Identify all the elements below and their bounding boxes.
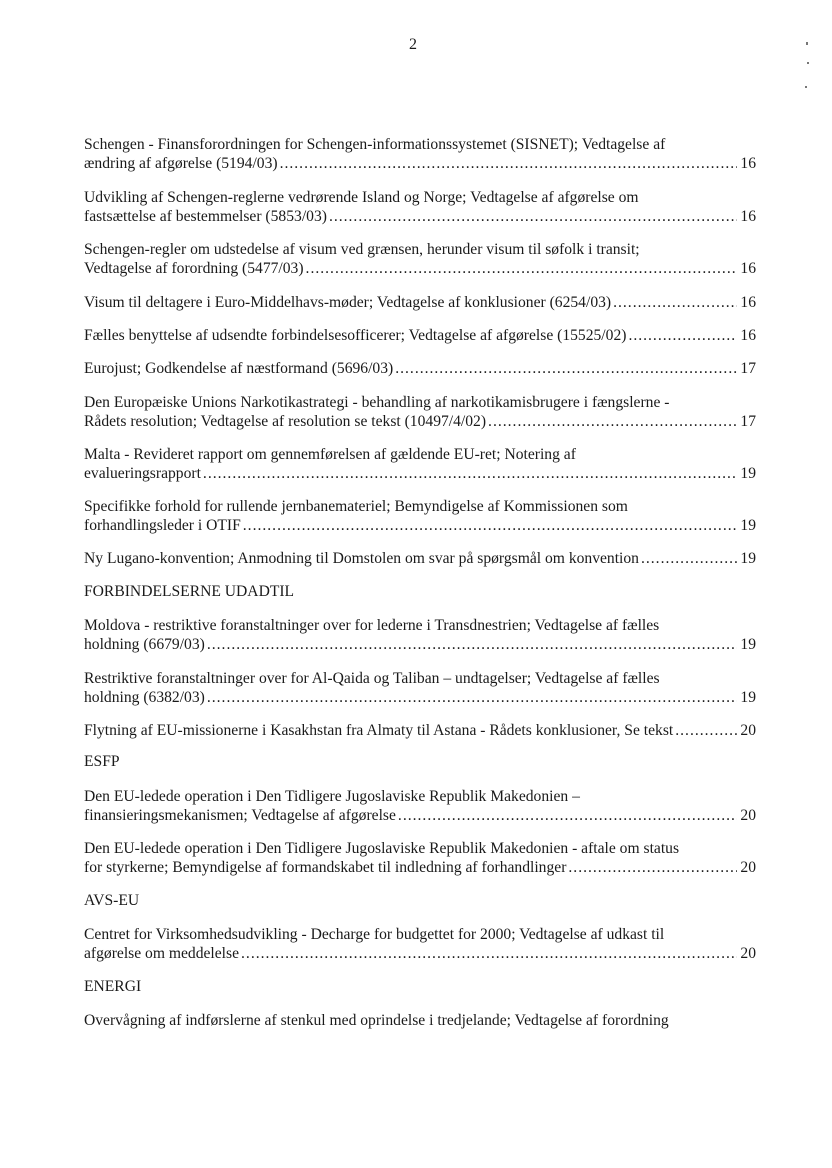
toc-page-number: 17 bbox=[740, 360, 756, 377]
toc-entry-text: Moldova - restriktive foranstaltninger over for lederne i Transdnestrien; Vedtagelse af fælles bbox=[84, 617, 660, 634]
toc-entry bbox=[84, 549, 756, 568]
toc-entry bbox=[84, 393, 756, 431]
toc-page-number: 20 bbox=[740, 859, 756, 876]
toc-entry-text: Restriktive foranstaltninger over for Al-Qaida og Taliban – undtagelser; Vedtagelse af fælles bbox=[84, 670, 660, 687]
toc-page-number: 19 bbox=[740, 689, 756, 706]
toc-entry-text: Udvikling af Schengen-reglerne vedrørende Island og Norge; Vedtagelse af afgørelse om bbox=[84, 189, 639, 206]
page-number: 2 bbox=[409, 36, 417, 53]
toc-entry bbox=[84, 240, 756, 278]
toc-entry-text: Den Europæiske Unions Narkotikastrategi - behandling af narkotikamisbrugere i fængslerne - bbox=[84, 394, 670, 411]
toc-entry-text: Rådets resolution; Vedtagelse af resolution se tekst (10497/4/02) bbox=[84, 413, 487, 430]
section-heading: ESFP bbox=[84, 753, 120, 770]
toc-entry bbox=[84, 839, 756, 877]
toc-page-number: 16 bbox=[740, 208, 756, 225]
section-heading: FORBINDELSERNE UDADTIL bbox=[84, 583, 295, 600]
toc-entry-text: Ny Lugano-konvention; Anmodning til Domstolen om svar på spørgsmål om konvention bbox=[84, 550, 639, 567]
dot-leader bbox=[568, 858, 737, 877]
toc-entry bbox=[84, 359, 756, 378]
toc-entry bbox=[84, 721, 756, 740]
toc-page-number: 16 bbox=[740, 260, 756, 277]
toc-entry bbox=[84, 787, 756, 825]
dot-leader bbox=[207, 635, 738, 654]
toc-entry-text: holdning (6382/03) bbox=[84, 689, 205, 706]
dot-leader bbox=[329, 207, 737, 226]
toc-entry bbox=[84, 669, 756, 707]
dot-leader bbox=[241, 944, 737, 963]
toc-entry-text: Specifikke forhold for rullende jernbanemateriel; Bemyndigelse af Kommissionen som bbox=[84, 498, 628, 515]
toc-entry bbox=[84, 293, 756, 312]
dot-leader bbox=[306, 259, 738, 278]
scan-speck bbox=[805, 86, 807, 88]
toc-entry bbox=[84, 445, 756, 483]
toc-page-number: 16 bbox=[740, 155, 756, 172]
toc-entry-text: Schengen - Finansforordningen for Schengen-informationssystemet (SISNET); Vedtagelse af bbox=[84, 136, 666, 153]
toc-entry-text: ændring af afgørelse (5194/03) bbox=[84, 155, 278, 172]
dot-leader bbox=[203, 464, 737, 483]
toc-page-number: 19 bbox=[740, 465, 756, 482]
section-heading: ENERGI bbox=[84, 978, 142, 995]
toc-entry bbox=[84, 188, 756, 226]
toc-entry bbox=[84, 616, 756, 654]
toc-entry bbox=[84, 326, 756, 345]
toc-entry-text: Flytning af EU-missionerne i Kasakhstan fra Almaty til Astana - Rådets konklusioner, Se tekst bbox=[84, 722, 674, 739]
toc-entry bbox=[84, 497, 756, 535]
dot-leader bbox=[675, 721, 737, 740]
dot-leader bbox=[628, 326, 737, 345]
toc-entry-text: Schengen-regler om udstedelse af visum ved grænsen, herunder visum til søfolk i transit; bbox=[84, 241, 640, 258]
dot-leader bbox=[398, 806, 737, 825]
scan-speck bbox=[806, 42, 808, 45]
toc-entry bbox=[84, 1011, 756, 1030]
toc-entry-text: holdning (6679/03) bbox=[84, 636, 205, 653]
toc-entry-text: for styrkerne; Bemyndigelse af formandskabet til indledning af forhandlinger bbox=[84, 859, 567, 876]
toc-entry-text: Centret for Virksomhedsudvikling - Decharge for budgettet for 2000; Vedtagelse af udkast til bbox=[84, 926, 665, 943]
toc-entry-text: Vedtagelse af forordning (5477/03) bbox=[84, 260, 304, 277]
toc-entry-text: fastsættelse af bestemmelser (5853/03) bbox=[84, 208, 327, 225]
toc-entry-text: evalueringsrapport bbox=[84, 465, 201, 482]
dot-leader bbox=[280, 154, 738, 173]
toc-page-number: 16 bbox=[740, 327, 756, 344]
toc-entry-text: Den EU-ledede operation i Den Tidligere Jugoslaviske Republik Makedonien - aftale om status bbox=[84, 840, 680, 857]
toc-entry-text: Eurojust; Godkendelse af næstformand (5696/03) bbox=[84, 360, 394, 377]
dot-leader bbox=[641, 549, 737, 568]
toc-page-number: 20 bbox=[740, 807, 756, 824]
dot-leader bbox=[613, 293, 737, 312]
toc-page-number: 19 bbox=[740, 517, 756, 534]
dot-leader bbox=[207, 688, 738, 707]
toc-page-number: 20 bbox=[740, 722, 756, 739]
dot-leader bbox=[395, 359, 737, 378]
toc-page-number: 19 bbox=[740, 550, 756, 567]
section-heading: AVS-EU bbox=[84, 892, 140, 909]
toc-entry-text: Overvågning af indførslerne af stenkul med oprindelse i tredjelande; Vedtagelse af forordning bbox=[84, 1012, 669, 1029]
toc-entry-text: afgørelse om meddelelse bbox=[84, 945, 240, 962]
toc-page-number: 20 bbox=[740, 945, 756, 962]
toc-entry bbox=[84, 925, 756, 963]
dot-leader bbox=[488, 412, 737, 431]
scan-speck bbox=[807, 62, 809, 64]
toc-page-number: 17 bbox=[740, 413, 756, 430]
dot-leader bbox=[243, 516, 738, 535]
toc-page-number: 16 bbox=[740, 294, 756, 311]
toc-entry-text: Malta - Revideret rapport om gennemførelsen af gældende EU-ret; Notering af bbox=[84, 446, 576, 463]
toc-entry-text: forhandlingsleder i OTIF bbox=[84, 517, 241, 534]
toc-page-number: 19 bbox=[740, 636, 756, 653]
toc-entry-text: Visum til deltagere i Euro-Middelhavs-møder; Vedtagelse af konklusioner (6254/03) bbox=[84, 294, 612, 311]
toc-entry-text: Den EU-ledede operation i Den Tidligere Jugoslaviske Republik Makedonien – bbox=[84, 788, 580, 805]
toc-entry bbox=[84, 135, 756, 173]
toc-entry-text: Fælles benyttelse af udsendte forbindelsesofficerer; Vedtagelse af afgørelse (15525/02) bbox=[84, 327, 627, 344]
toc-entry-text: finansieringsmekanismen; Vedtagelse af afgørelse bbox=[84, 807, 396, 824]
